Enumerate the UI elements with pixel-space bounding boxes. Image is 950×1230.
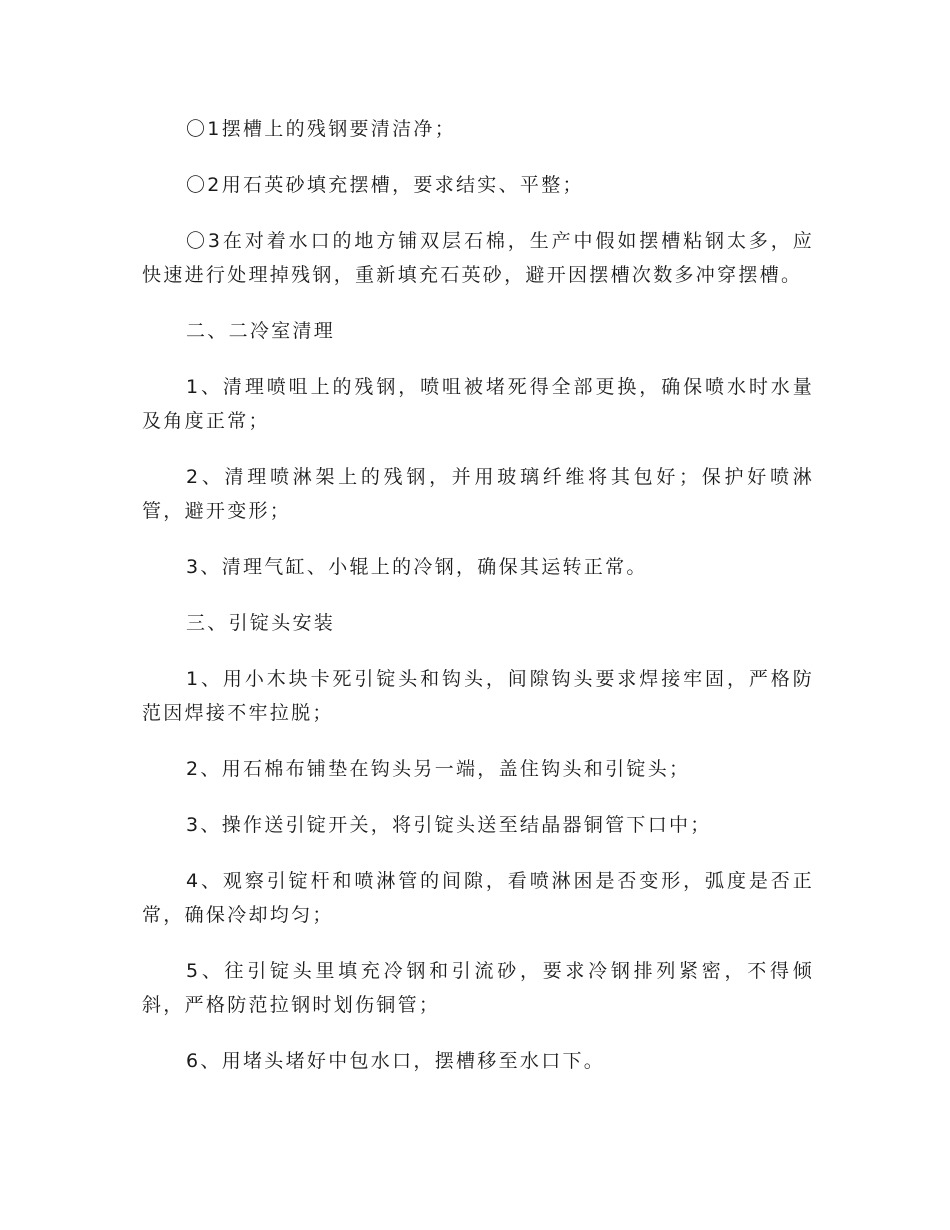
section-heading-secondary-cooling: 二、二冷室清理 <box>186 320 336 342</box>
paragraph-cylinder-roller-clean: 3、清理气缸、小辊上的冷钢，确保其运转正常。 <box>186 556 648 578</box>
paragraph-swing-trough-clean: 〇1摆槽上的残钢要清洁净； <box>186 118 456 140</box>
paragraph-swing-trough-asbestos: 〇3在对着水口的地方铺双层石棉，生产中假如摆槽粘钢太多，应快速进行处理掉残钢，重新填充石英砂，避开因摆槽次数多冲穿摆槽。 <box>142 230 814 286</box>
paragraph-dummy-head-feed: 3、操作送引锭开关，将引锭头送至结晶器铜管下口中； <box>186 814 712 836</box>
paragraph-tundish-nozzle: 6、用堵头堵好中包水口，摆槽移至水口下。 <box>186 1050 606 1072</box>
paragraph-nozzle-clean: 1、清理喷咀上的残钢，喷咀被堵死得全部更换，确保喷水时水量及角度正常； <box>142 376 814 432</box>
document-body <box>142 112 814 1100</box>
paragraph-dummy-head-wood: 1、用小木块卡死引锭头和钩头，间隙钩头要求焊接牢固，严格防范因焊接不牢拉脱； <box>142 668 814 724</box>
paragraph-dummy-head-asbestos-cloth: 2、用石棉布铺垫在钩头另一端，盖住钩头和引锭头； <box>186 758 691 780</box>
section-heading-dummy-head: 三、引锭头安装 <box>186 612 336 634</box>
paragraph-swing-trough-fill: 〇2用石英砂填充摆槽，要求结实、平整； <box>186 174 584 196</box>
paragraph-dummy-bar-gap: 4、观察引锭杆和喷淋管的间隙，看喷淋困是否变形，弧度是否正常，确保冷却均匀； <box>142 870 814 926</box>
paragraph-dummy-head-fill: 5、往引锭头里填充冷钢和引流砂，要求冷钢排列紧密，不得倾斜，严格防范拉钢时划伤铜管； <box>142 960 814 1016</box>
paragraph-spray-rack-clean: 2、清理喷淋架上的残钢，并用玻璃纤维将其包好；保护好喷淋管，避开变形； <box>142 466 814 522</box>
